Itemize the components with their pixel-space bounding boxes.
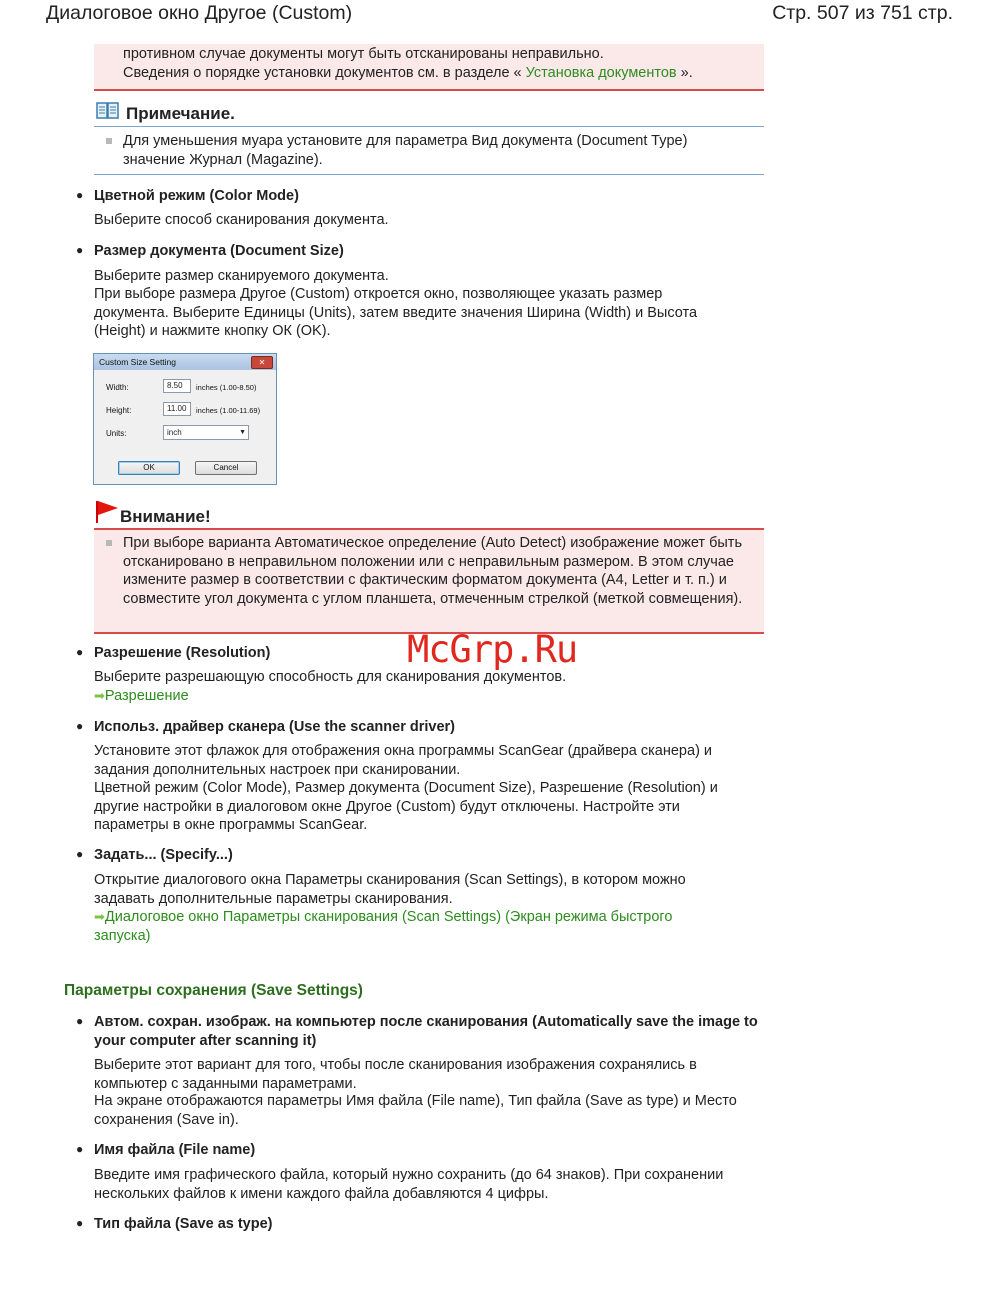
gray-square-bullet-icon: [106, 540, 112, 546]
green-arrow-icon: ➡: [94, 909, 105, 924]
units-select[interactable]: [163, 425, 249, 440]
item-text-auto-save-2: На экране отображаются параметры Имя файла (File name), Тип файла (Save as type) и Место сохранения (Save in).: [94, 1093, 737, 1128]
bullet-dot-icon: ●: [76, 719, 84, 733]
gray-square-bullet-icon: [106, 138, 112, 144]
link-scan-settings[interactable]: Диалоговое окно Параметры сканирования (Scan Settings) (Экран режима быстрого запуска): [94, 909, 673, 944]
item-title-doc-size: Размер документа (Document Size): [94, 243, 344, 259]
page-counter: Стр. 507 из 751 стр.: [772, 2, 953, 24]
section-title-save-settings: Параметры сохранения (Save Settings): [64, 982, 363, 999]
item-text-color-mode: Выберите способ сканирования документа.: [94, 212, 389, 228]
link-resolution[interactable]: Разрешение: [104, 688, 189, 704]
warning-text-line2: [123, 64, 763, 83]
item-text-scanner-driver-1: Установите этот флажок для отображения окна программы ScanGear (драйвера сканера) и задания дополнительных настроек при сканировании.: [94, 743, 713, 778]
note-divider-bottom: [94, 174, 764, 175]
dropdown-arrow-icon: ▼: [239, 429, 246, 436]
custom-size-dialog: [93, 353, 277, 485]
units-label: Units:: [106, 429, 127, 438]
height-label: Height:: [106, 406, 132, 415]
item-title-file-name: Имя файла (File name): [94, 1142, 256, 1158]
note-text: Для уменьшения муара установите для параметра Вид документа (Document Type) значение Журнал (Magazine).: [123, 133, 688, 168]
item-text-scanner-driver-2: Цветной режим (Color Mode), Размер документа (Document Size), Разрешение (Resolution) и другие настройки в диалоговом окне Другое (Custom) будут отключены. Настройте эти параметры в окне программы ScanGear.: [94, 780, 718, 834]
width-input[interactable]: 8.50: [163, 379, 191, 393]
red-flag-icon: [95, 500, 119, 524]
attention-title: Внимание!: [120, 507, 211, 526]
item-text-resolution: Выберите разрешающую способность для сканирования документов.: [94, 669, 567, 685]
height-input[interactable]: 11.00: [163, 402, 191, 416]
watermark: McGrp.Ru: [407, 628, 578, 671]
item-text-doc-size-1: Выберите размер сканируемого документа.: [94, 268, 389, 284]
height-hint: inches (1.00-11.69): [196, 406, 261, 415]
item-text-file-name: Введите имя графического файла, который нужно сохранить (до 64 знаков). При сохранении нескольких файлов к имени каждого файла добавляются 4 цифры.: [94, 1167, 724, 1202]
bullet-dot-icon: ●: [76, 243, 84, 257]
bullet-dot-icon: ●: [76, 847, 84, 861]
cancel-button[interactable]: Cancel: [195, 461, 257, 475]
bullet-dot-icon: ●: [76, 1014, 84, 1028]
note-divider-top: [94, 126, 764, 127]
ok-button[interactable]: OK: [118, 461, 180, 475]
warning-text-suffix: ».: [680, 65, 693, 81]
bullet-dot-icon: ●: [76, 645, 84, 659]
item-text-doc-size-2: При выборе размера Другое (Custom) откроется окно, позволяющее указать размер документа. Выберите Единицы (Units), затем введите значения Ширина (Width) и Высота (Height) и нажмите кнопку ОК (OK).: [94, 286, 698, 340]
note-book-icon: [96, 101, 120, 121]
units-value: inch: [167, 428, 182, 437]
note-title: Примечание.: [126, 104, 235, 123]
width-label: Width:: [106, 383, 129, 392]
attention-text: При выборе варианта Автоматическое определение (Auto Detect) изображение может быть отсканировано в неправильном положении или с неправильным размером. В этом случае измените размер в соответствии с фактическим форматом документа (A4, Letter и т. п.) и совместите угол документа с углом планшета, отмеченным стрелкой (меткой совмещения).: [123, 535, 743, 607]
item-title-auto-save: Автом. сохран. изображ. на компьютер после сканирования (Automatically save the image to your computer after scanning it): [94, 1014, 758, 1049]
item-title-resolution: Разрешение (Resolution): [94, 645, 271, 661]
warning-text-prefix: Сведения о порядке установки документов см. в разделе «: [123, 65, 522, 81]
link-scan-settings-line: [94, 908, 724, 945]
bullet-dot-icon: ●: [76, 188, 84, 202]
warning-text-line1: противном случае документы могут быть отсканированы неправильно.: [123, 46, 604, 62]
bullet-dot-icon: ●: [76, 1216, 84, 1230]
item-title-color-mode: Цветной режим (Color Mode): [94, 188, 299, 204]
item-title-save-type: Тип файла (Save as type): [94, 1216, 273, 1232]
link-document-placement[interactable]: Установка документов: [525, 65, 677, 81]
green-arrow-icon: ➡: [94, 688, 105, 703]
dialog-title-text: Custom Size Setting: [99, 357, 177, 367]
close-icon[interactable]: ✕: [251, 356, 273, 369]
item-text-auto-save-1: Выберите этот вариант для того, чтобы после сканирования изображения сохранялись в компьютер с заданными параметрами.: [94, 1057, 697, 1092]
bullet-dot-icon: ●: [76, 1142, 84, 1156]
item-title-specify: Задать... (Specify...): [94, 847, 233, 863]
width-hint: inches (1.00-8.50): [196, 383, 257, 392]
link-resolution-line: [94, 687, 754, 706]
item-title-scanner-driver: Использ. драйвер сканера (Use the scanner driver): [94, 719, 456, 735]
page-title: Диалоговое окно Другое (Custom): [46, 2, 353, 24]
item-text-specify: Открытие диалогового окна Параметры сканирования (Scan Settings), в котором можно задавать дополнительные параметры сканирования.: [94, 872, 686, 907]
dialog-title: [94, 354, 276, 370]
